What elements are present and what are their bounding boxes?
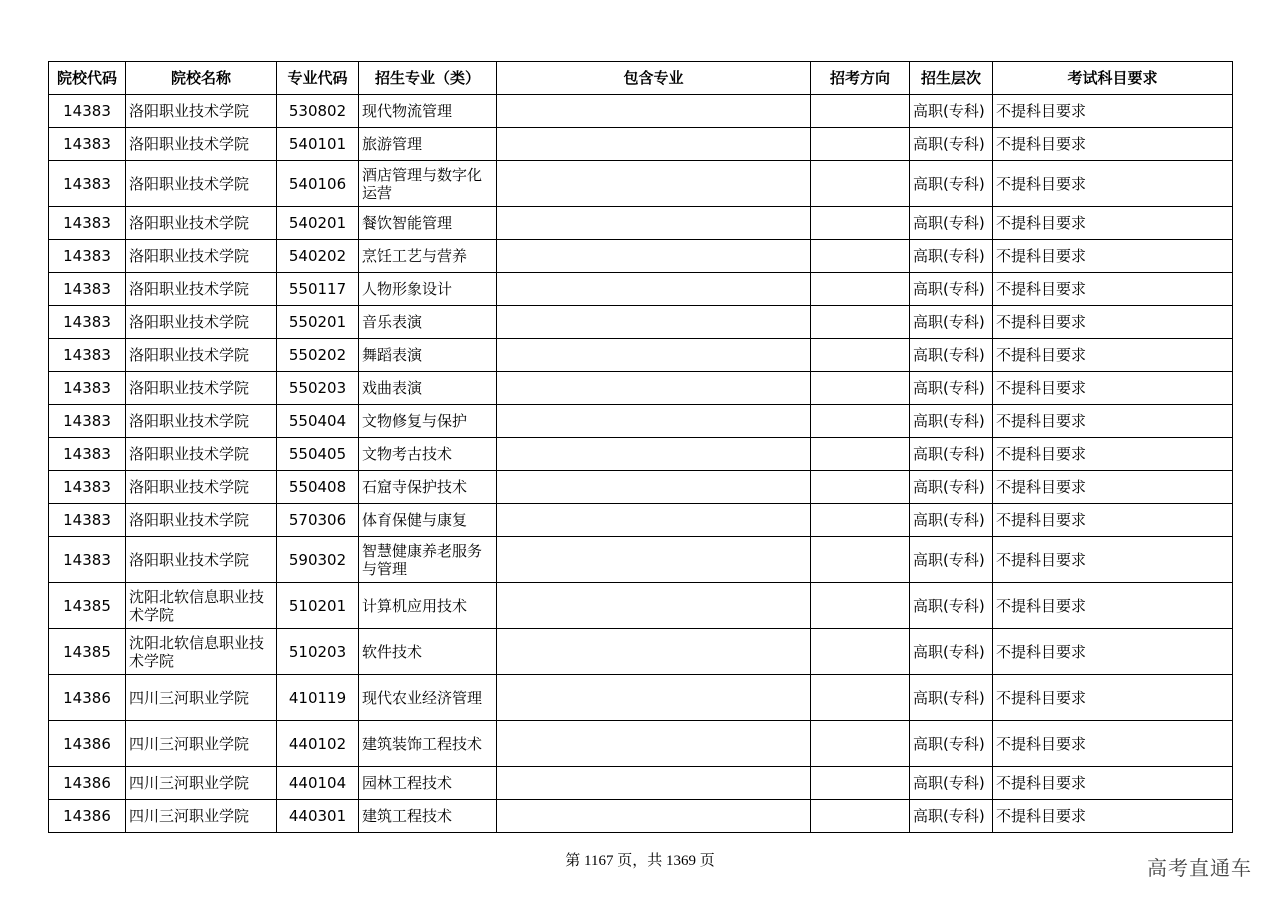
direction-cell: [811, 767, 910, 800]
header-major-code: 专业代码: [277, 62, 359, 95]
included-majors-cell: [497, 675, 811, 721]
included-majors-cell: [497, 537, 811, 583]
level-cell: 高职(专科): [910, 273, 993, 306]
level-cell: 高职(专科): [910, 240, 993, 273]
level-cell: 高职(专科): [910, 438, 993, 471]
table-row: [49, 306, 1233, 339]
requirement-cell: 不提科目要求: [993, 583, 1233, 629]
majors-table: [48, 61, 1233, 833]
table-row: [49, 161, 1233, 207]
direction-cell: [811, 675, 910, 721]
school-code-cell: 14383: [49, 273, 126, 306]
school-name-cell: 四川三河职业学院: [126, 721, 277, 767]
direction-cell: [811, 161, 910, 207]
direction-cell: [811, 405, 910, 438]
level-cell: 高职(专科): [910, 372, 993, 405]
school-name-cell: 洛阳职业技术学院: [126, 372, 277, 405]
major-code-cell: 530802: [277, 95, 359, 128]
school-name-cell: 洛阳职业技术学院: [126, 405, 277, 438]
school-code-cell: 14383: [49, 372, 126, 405]
included-majors-cell: [497, 800, 811, 833]
table-row: [49, 273, 1233, 306]
requirement-cell: 不提科目要求: [993, 306, 1233, 339]
header-row: [49, 62, 1233, 95]
major-cell: 建筑工程技术: [359, 800, 497, 833]
included-majors-cell: [497, 471, 811, 504]
major-code-cell: 440301: [277, 800, 359, 833]
major-cell: 软件技术: [359, 629, 497, 675]
major-code-cell: 410119: [277, 675, 359, 721]
header-direction: 招考方向: [811, 62, 910, 95]
requirement-cell: 不提科目要求: [993, 504, 1233, 537]
major-cell: 文物考古技术: [359, 438, 497, 471]
table-row: [49, 207, 1233, 240]
direction-cell: [811, 207, 910, 240]
school-code-cell: 14383: [49, 161, 126, 207]
header-included-majors: 包含专业: [497, 62, 811, 95]
included-majors-cell: [497, 95, 811, 128]
school-name-cell: 四川三河职业学院: [126, 767, 277, 800]
table-row: [49, 405, 1233, 438]
major-code-cell: 540101: [277, 128, 359, 161]
major-code-cell: 590302: [277, 537, 359, 583]
school-name-cell: 洛阳职业技术学院: [126, 438, 277, 471]
requirement-cell: 不提科目要求: [993, 721, 1233, 767]
major-cell: 旅游管理: [359, 128, 497, 161]
header-school-code: 院校代码: [49, 62, 126, 95]
school-code-cell: 14386: [49, 721, 126, 767]
direction-cell: [811, 372, 910, 405]
header-school-name: 院校名称: [126, 62, 277, 95]
table-row: [49, 95, 1233, 128]
table-row: [49, 504, 1233, 537]
direction-cell: [811, 339, 910, 372]
requirement-cell: 不提科目要求: [993, 372, 1233, 405]
school-name-cell: 洛阳职业技术学院: [126, 207, 277, 240]
direction-cell: [811, 240, 910, 273]
major-cell: 园林工程技术: [359, 767, 497, 800]
school-name-cell: 洛阳职业技术学院: [126, 128, 277, 161]
table-row: [49, 675, 1233, 721]
school-name-cell: 洛阳职业技术学院: [126, 306, 277, 339]
level-cell: 高职(专科): [910, 537, 993, 583]
major-cell: 石窟寺保护技术: [359, 471, 497, 504]
major-code-cell: 550117: [277, 273, 359, 306]
table-row: [49, 240, 1233, 273]
major-cell: 现代物流管理: [359, 95, 497, 128]
included-majors-cell: [497, 339, 811, 372]
school-name-cell: 沈阳北软信息职业技术学院: [126, 583, 277, 629]
requirement-cell: 不提科目要求: [993, 273, 1233, 306]
major-code-cell: 510203: [277, 629, 359, 675]
school-code-cell: 14383: [49, 405, 126, 438]
school-name-cell: 洛阳职业技术学院: [126, 95, 277, 128]
table-row: [49, 721, 1233, 767]
table-row: [49, 438, 1233, 471]
level-cell: 高职(专科): [910, 767, 993, 800]
requirement-cell: 不提科目要求: [993, 471, 1233, 504]
major-cell: 舞蹈表演: [359, 339, 497, 372]
level-cell: 高职(专科): [910, 675, 993, 721]
direction-cell: [811, 438, 910, 471]
direction-cell: [811, 721, 910, 767]
level-cell: 高职(专科): [910, 629, 993, 675]
school-code-cell: 14383: [49, 537, 126, 583]
major-cell: 现代农业经济管理: [359, 675, 497, 721]
direction-cell: [811, 504, 910, 537]
major-cell: 计算机应用技术: [359, 583, 497, 629]
table-row: [49, 537, 1233, 583]
major-code-cell: 440104: [277, 767, 359, 800]
major-cell: 戏曲表演: [359, 372, 497, 405]
requirement-cell: 不提科目要求: [993, 405, 1233, 438]
school-name-cell: 四川三河职业学院: [126, 800, 277, 833]
header-level: 招生层次: [910, 62, 993, 95]
included-majors-cell: [497, 207, 811, 240]
school-name-cell: 洛阳职业技术学院: [126, 240, 277, 273]
major-cell: 烹饪工艺与营养: [359, 240, 497, 273]
level-cell: 高职(专科): [910, 583, 993, 629]
school-name-cell: 沈阳北软信息职业技术学院: [126, 629, 277, 675]
level-cell: 高职(专科): [910, 800, 993, 833]
major-cell: 酒店管理与数字化运营: [359, 161, 497, 207]
direction-cell: [811, 306, 910, 339]
major-code-cell: 540202: [277, 240, 359, 273]
major-cell: 音乐表演: [359, 306, 497, 339]
included-majors-cell: [497, 504, 811, 537]
major-cell: 文物修复与保护: [359, 405, 497, 438]
school-code-cell: 14386: [49, 767, 126, 800]
requirement-cell: 不提科目要求: [993, 629, 1233, 675]
header-requirement: 考试科目要求: [993, 62, 1233, 95]
school-code-cell: 14383: [49, 471, 126, 504]
major-code-cell: 550202: [277, 339, 359, 372]
school-code-cell: 14383: [49, 339, 126, 372]
watermark: 高考直通车: [1147, 856, 1252, 880]
level-cell: 高职(专科): [910, 128, 993, 161]
included-majors-cell: [497, 405, 811, 438]
table-row: [49, 583, 1233, 629]
table-row: [49, 767, 1233, 800]
school-name-cell: 洛阳职业技术学院: [126, 273, 277, 306]
requirement-cell: 不提科目要求: [993, 438, 1233, 471]
school-code-cell: 14383: [49, 128, 126, 161]
included-majors-cell: [497, 629, 811, 675]
header-major: 招生专业（类）: [359, 62, 497, 95]
school-name-cell: 四川三河职业学院: [126, 675, 277, 721]
included-majors-cell: [497, 161, 811, 207]
major-code-cell: 440102: [277, 721, 359, 767]
level-cell: 高职(专科): [910, 207, 993, 240]
included-majors-cell: [497, 128, 811, 161]
table-row: [49, 629, 1233, 675]
page-number: 第 1167 页，共 1369 页: [565, 853, 715, 869]
requirement-cell: 不提科目要求: [993, 767, 1233, 800]
included-majors-cell: [497, 273, 811, 306]
school-code-cell: 14385: [49, 629, 126, 675]
direction-cell: [811, 273, 910, 306]
direction-cell: [811, 537, 910, 583]
requirement-cell: 不提科目要求: [993, 95, 1233, 128]
included-majors-cell: [497, 767, 811, 800]
major-cell: 智慧健康养老服务与管理: [359, 537, 497, 583]
table-row: [49, 372, 1233, 405]
requirement-cell: 不提科目要求: [993, 161, 1233, 207]
major-code-cell: 550404: [277, 405, 359, 438]
major-cell: 人物形象设计: [359, 273, 497, 306]
major-code-cell: 570306: [277, 504, 359, 537]
school-code-cell: 14386: [49, 675, 126, 721]
direction-cell: [811, 583, 910, 629]
school-code-cell: 14383: [49, 504, 126, 537]
major-code-cell: 540201: [277, 207, 359, 240]
requirement-cell: 不提科目要求: [993, 675, 1233, 721]
major-code-cell: 510201: [277, 583, 359, 629]
level-cell: 高职(专科): [910, 405, 993, 438]
level-cell: 高职(专科): [910, 95, 993, 128]
school-code-cell: 14385: [49, 583, 126, 629]
major-cell: 餐饮智能管理: [359, 207, 497, 240]
school-name-cell: 洛阳职业技术学院: [126, 537, 277, 583]
major-code-cell: 550405: [277, 438, 359, 471]
major-code-cell: 550201: [277, 306, 359, 339]
included-majors-cell: [497, 240, 811, 273]
school-code-cell: 14383: [49, 207, 126, 240]
level-cell: 高职(专科): [910, 504, 993, 537]
level-cell: 高职(专科): [910, 339, 993, 372]
requirement-cell: 不提科目要求: [993, 128, 1233, 161]
direction-cell: [811, 471, 910, 504]
requirement-cell: 不提科目要求: [993, 240, 1233, 273]
school-code-cell: 14383: [49, 438, 126, 471]
direction-cell: [811, 128, 910, 161]
table-row: [49, 339, 1233, 372]
requirement-cell: 不提科目要求: [993, 339, 1233, 372]
included-majors-cell: [497, 583, 811, 629]
table-row: [49, 800, 1233, 833]
major-code-cell: 550408: [277, 471, 359, 504]
level-cell: 高职(专科): [910, 721, 993, 767]
school-code-cell: 14383: [49, 95, 126, 128]
requirement-cell: 不提科目要求: [993, 207, 1233, 240]
major-cell: 体育保健与康复: [359, 504, 497, 537]
school-name-cell: 洛阳职业技术学院: [126, 161, 277, 207]
included-majors-cell: [497, 372, 811, 405]
level-cell: 高职(专科): [910, 471, 993, 504]
direction-cell: [811, 629, 910, 675]
level-cell: 高职(专科): [910, 306, 993, 339]
table-row: [49, 471, 1233, 504]
requirement-cell: 不提科目要求: [993, 800, 1233, 833]
requirement-cell: 不提科目要求: [993, 537, 1233, 583]
school-code-cell: 14386: [49, 800, 126, 833]
direction-cell: [811, 800, 910, 833]
table-row: [49, 128, 1233, 161]
level-cell: 高职(专科): [910, 161, 993, 207]
school-name-cell: 洛阳职业技术学院: [126, 504, 277, 537]
school-code-cell: 14383: [49, 240, 126, 273]
major-cell: 建筑装饰工程技术: [359, 721, 497, 767]
direction-cell: [811, 95, 910, 128]
school-code-cell: 14383: [49, 306, 126, 339]
major-code-cell: 540106: [277, 161, 359, 207]
major-code-cell: 550203: [277, 372, 359, 405]
included-majors-cell: [497, 306, 811, 339]
included-majors-cell: [497, 721, 811, 767]
school-name-cell: 洛阳职业技术学院: [126, 339, 277, 372]
school-name-cell: 洛阳职业技术学院: [126, 471, 277, 504]
included-majors-cell: [497, 438, 811, 471]
